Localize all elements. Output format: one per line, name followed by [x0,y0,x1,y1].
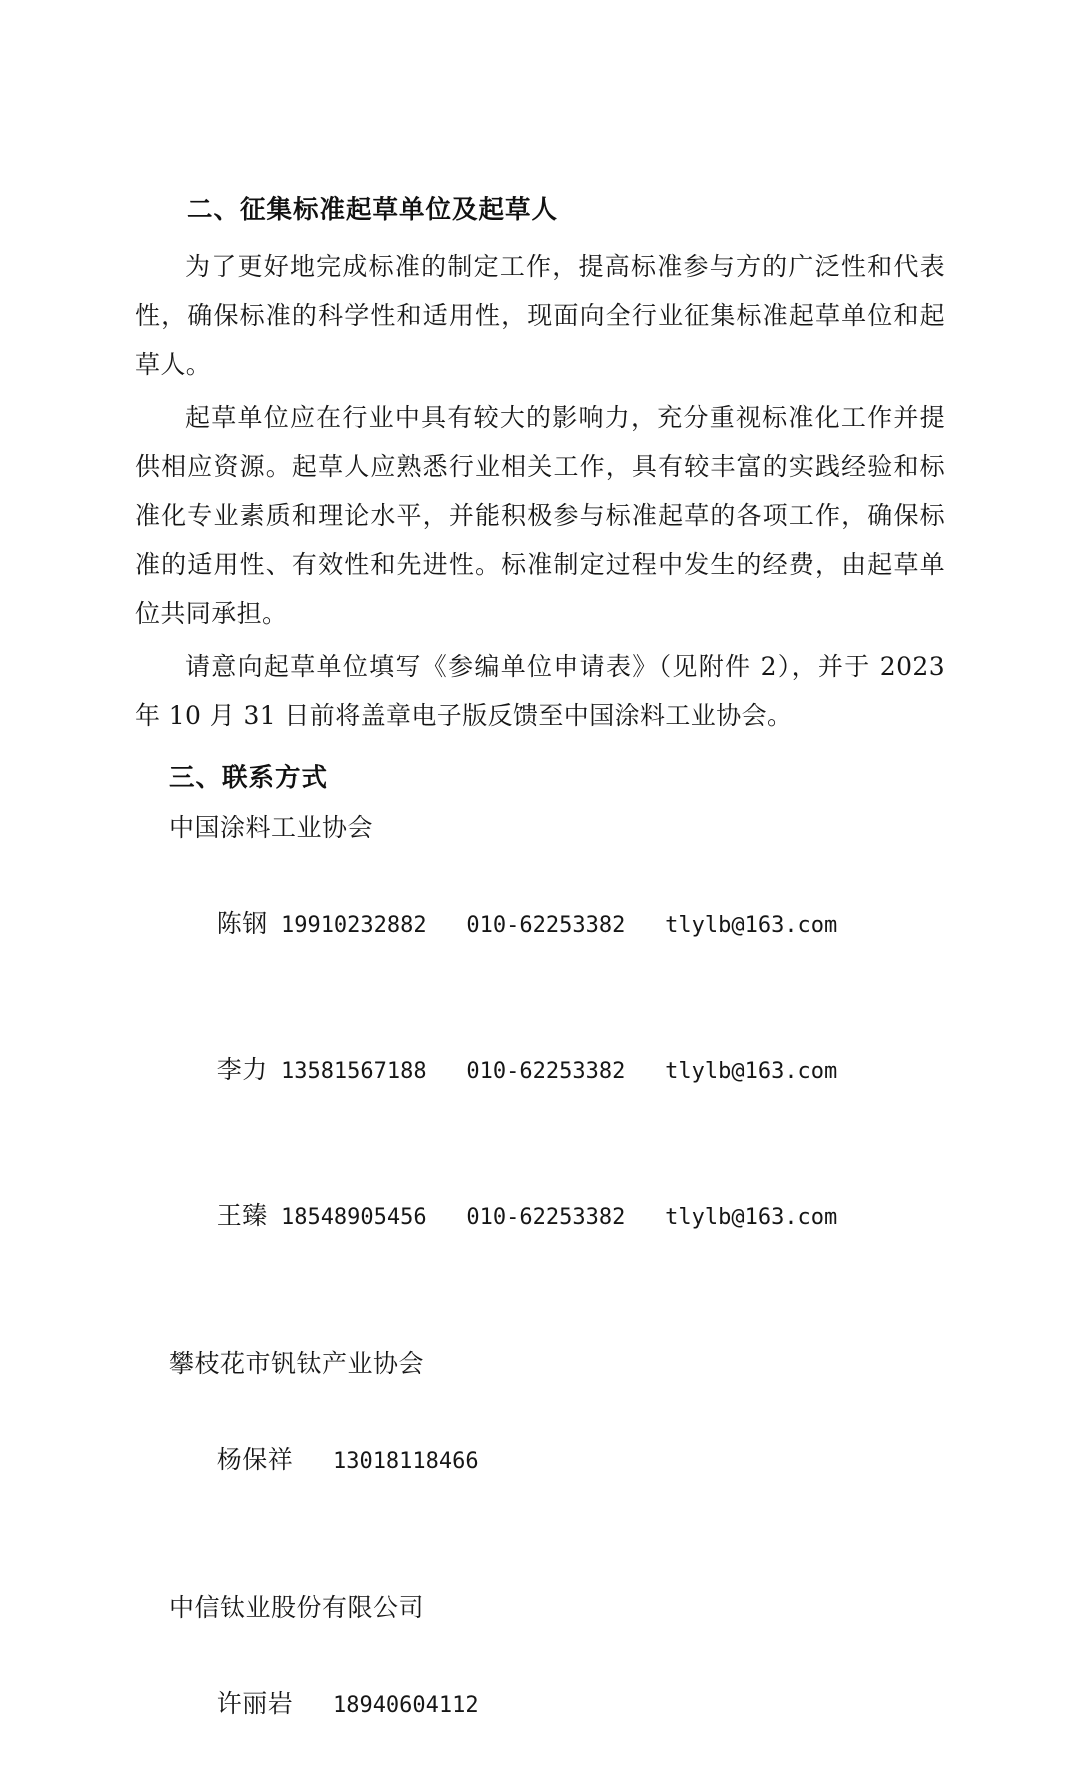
paragraph-3: 请意向起草单位填写《参编单位申请表》（见附件 2），并于 2023 年 10 月 31 日前将盖章电子版反馈至中国涂料工业协会。 [135,652,945,730]
contact-gap [427,1059,467,1084]
contact-spacer [268,1059,281,1084]
contact-mobile: 13581567188 [280,1059,427,1084]
contact-gap-2 [625,1205,665,1230]
contact-gap [427,913,467,938]
contact-email: tlylb@163.com [665,1059,838,1084]
organization-name: 中国涂料工业协会 [169,813,374,842]
contact-row [135,1632,945,1778]
contact-name: 王臻 [216,1201,268,1230]
section-heading-2: 二、征集标准起草单位及起草人 [187,195,559,225]
contact-block-1 [135,804,945,1290]
contact-gap-2 [625,1059,665,1084]
contact-gap [427,1205,467,1230]
contact-row [135,1144,945,1290]
contact-tel: 010-62253382 [466,913,626,938]
contact-spacer [268,913,281,938]
contact-name: 杨保祥 [216,1445,294,1474]
contact-name: 李力 [216,1055,268,1084]
contact-gap-2 [625,913,665,938]
contact-row [135,998,945,1144]
contact-tel: 010-62253382 [466,1205,626,1230]
contact-name: 许丽岩 [216,1689,294,1718]
contact-block-3 [135,1584,945,1778]
block-spacer [135,1534,945,1580]
organization-name: 中信钛业股份有限公司 [169,1593,425,1622]
contact-tel: 010-62253382 [466,1059,626,1084]
contact-mobile: 18548905456 [280,1205,427,1230]
contact-gap [293,1693,333,1718]
contact-mobile: 18940604112 [332,1693,479,1718]
contact-row [135,1388,945,1534]
contact-block-2 [135,1340,945,1534]
paragraph-2: 起草单位应在行业中具有较大的影响力，充分重视标准化工作并提供相应资源。起草人应熟悉行业相关工作，具有较丰富的实践经验和标准化专业素质和理论水平，并能积极参与标准起草的各项工作，确保标准的适用性、有效性和先进性。标准制定过程中发生的经费，由起草单位共同承担。 [135,403,945,628]
contact-name: 陈钢 [216,909,268,938]
contact-email: tlylb@163.com [665,913,838,938]
contact-spacer [268,1205,281,1230]
contact-email: tlylb@163.com [665,1205,838,1230]
contact-mobile: 19910232882 [280,913,427,938]
block-spacer [135,1290,945,1336]
paragraph-1: 为了更好地完成标准的制定工作，提高标准参与方的广泛性和代表性，确保标准的科学性和适用性，现面向全行业征集标准起草单位和起草人。 [135,252,945,379]
contact-row [135,852,945,998]
section-heading-3: 三、联系方式 [169,763,329,793]
contact-gap [293,1449,333,1474]
contact-mobile: 13018118466 [332,1449,479,1474]
organization-name: 攀枝花市钒钛产业协会 [169,1349,425,1378]
